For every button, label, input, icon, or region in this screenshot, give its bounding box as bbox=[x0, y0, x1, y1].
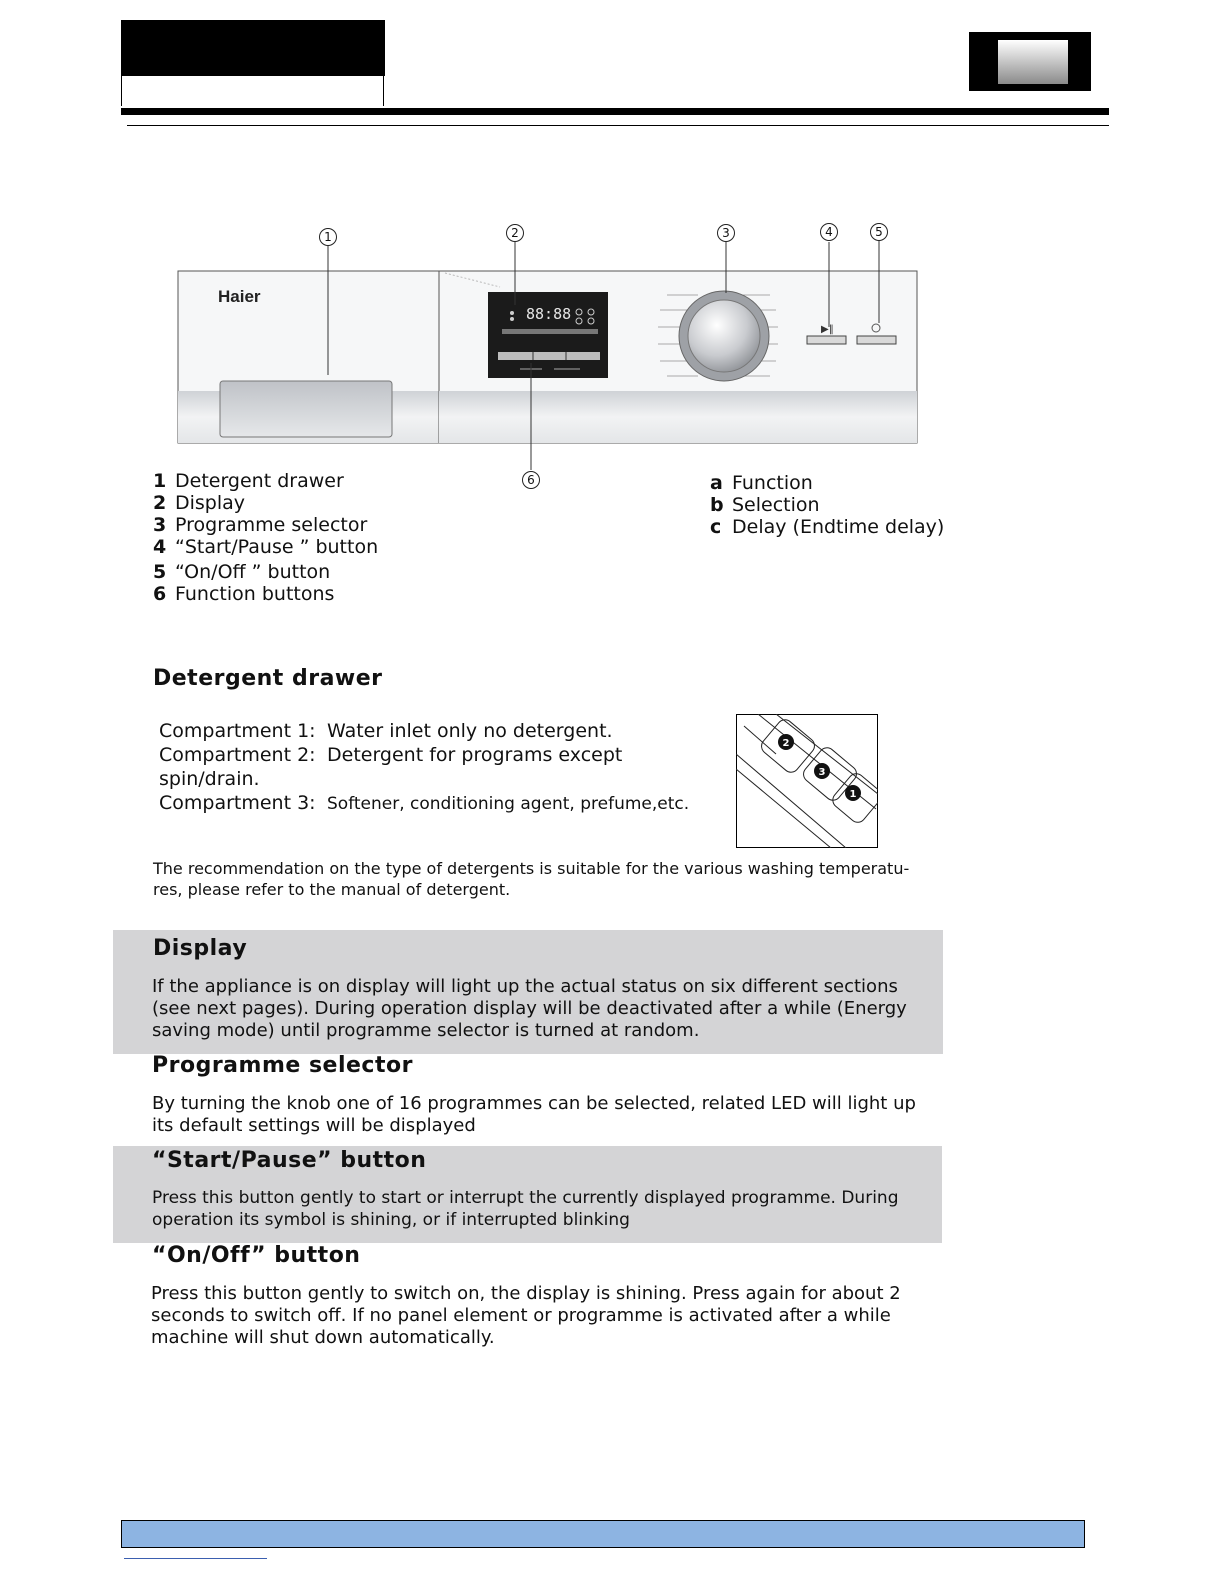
callout-1: 1 bbox=[324, 230, 332, 244]
header-subtitle-box bbox=[121, 76, 384, 106]
list-item: a Function bbox=[710, 472, 813, 494]
section-heading-startpause: “Start/Pause” button bbox=[152, 1148, 427, 1173]
programme-text: By turning the knob one of 16 programmes can be selected, related LED will light up its default settings will be displayed bbox=[152, 1093, 916, 1136]
list-item: Compartment 3: Softener, conditioning agent, prefume,etc. bbox=[159, 792, 690, 814]
onoff-text: Press this button gently to switch on, the display is shining. Press again for about 2 seconds to switch off. If no panel element or programme is activated after a while machine will shut down automatically. bbox=[151, 1283, 901, 1348]
list-item: b Selection bbox=[710, 494, 820, 516]
list-item: 4 “Start/Pause ” button bbox=[153, 536, 379, 558]
function-list bbox=[710, 472, 1010, 538]
section-heading-display: Display bbox=[153, 936, 248, 961]
list-item: c Delay (Endtime delay) bbox=[710, 516, 945, 538]
header-rule-thin bbox=[127, 125, 1109, 126]
right-panel-base bbox=[439, 391, 917, 443]
drawer-label-1: 1 bbox=[849, 789, 857, 800]
header-rule-thick bbox=[121, 108, 1109, 115]
drawer-label-2: 2 bbox=[782, 738, 790, 749]
display-text: If the appliance is on display will light up the actual status on six different sections (see next pages). During operation display will be deactivated after a while (Energy saving mode) until programme selector is turned at random. bbox=[152, 976, 907, 1041]
list-item: Compartment 1: Water inlet only no detergent. bbox=[159, 720, 613, 742]
brand-logo: Haier bbox=[218, 287, 261, 306]
list-item: 6 Function buttons bbox=[153, 583, 335, 605]
parts-list bbox=[153, 470, 513, 605]
callout-6: 6 bbox=[527, 473, 535, 487]
list-item: 5 “On/Off ” button bbox=[153, 561, 331, 583]
on-off-button-shape bbox=[857, 336, 896, 344]
header-title-block bbox=[121, 20, 385, 76]
svg-text:▶‖: ▶‖ bbox=[821, 324, 834, 335]
callout-2: 2 bbox=[511, 226, 519, 240]
section-heading-drawer: Detergent drawer bbox=[153, 666, 383, 691]
footer-bar bbox=[121, 1520, 1085, 1548]
start-pause-button-shape bbox=[807, 336, 846, 344]
list-item: 3 Programme selector bbox=[153, 514, 368, 536]
callout-4: 4 bbox=[825, 225, 833, 239]
drawer-figure bbox=[736, 714, 878, 848]
section-heading-onoff: “On/Off” button bbox=[152, 1243, 361, 1268]
detergent-note: The recommendation on the type of detergents is suitable for the various washing temperatu- res, please refer to the manual of detergent. bbox=[153, 859, 910, 899]
header-logo-inner bbox=[998, 40, 1068, 84]
control-panel-illustration bbox=[170, 215, 930, 495]
display-digits: 88:88 bbox=[526, 305, 572, 323]
callout-3: 3 bbox=[722, 226, 730, 240]
programme-knob bbox=[688, 300, 760, 372]
list-item: 2 Display bbox=[153, 492, 246, 514]
list-item: Compartment 2: Detergent for programs except spin/drain. bbox=[159, 744, 623, 790]
drawer-label-3: 3 bbox=[818, 767, 826, 778]
detergent-drawer-handle bbox=[220, 381, 392, 437]
function-buttons bbox=[498, 352, 600, 360]
list-item: 1 Detergent drawer bbox=[153, 470, 344, 492]
startpause-text: Press this button gently to start or interrupt the currently displayed programme. During operation its symbol is shining, or if interrupted blinking bbox=[152, 1188, 899, 1230]
footer-link-line bbox=[124, 1558, 267, 1559]
callout-5: 5 bbox=[875, 225, 883, 239]
compartment-list bbox=[159, 719, 719, 816]
section-heading-programme: Programme selector bbox=[152, 1053, 413, 1078]
